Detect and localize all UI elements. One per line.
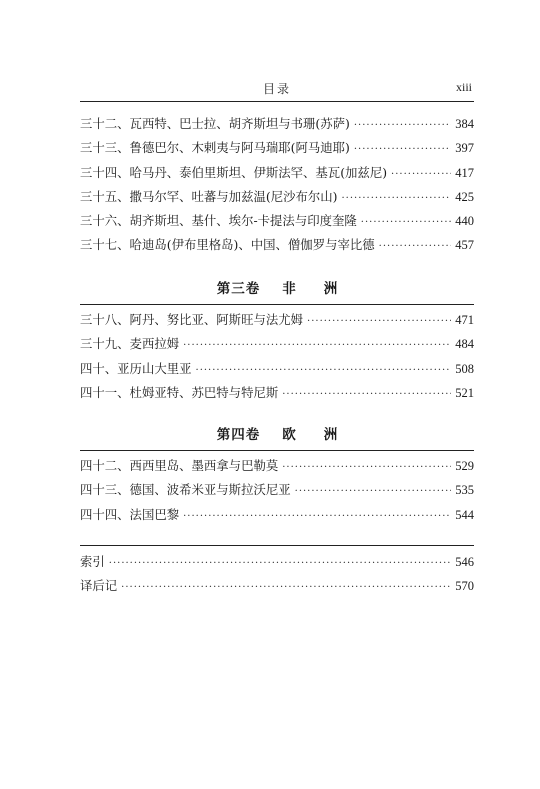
toc-entry-page: 457 — [455, 238, 474, 253]
toc-entry-afterword[interactable] — [80, 576, 474, 600]
toc-entry-page: 425 — [455, 189, 474, 204]
toc-entry-39[interactable] — [80, 334, 474, 358]
dot-leader — [379, 241, 452, 252]
toc-entry-32[interactable] — [80, 114, 474, 138]
section-heading-volume3 — [80, 277, 474, 297]
toc-entry-page: 544 — [455, 507, 474, 522]
toc-entry-title: 三十三、鲁德巴尔、木剌夷与阿马瑞耶(阿马迪耶) — [80, 140, 350, 156]
dot-leader — [307, 316, 451, 327]
dot-leader — [391, 169, 451, 180]
toc-group-volume2 — [80, 114, 474, 260]
toc-entry-38[interactable] — [80, 310, 474, 334]
toc-entry-title: 三十五、撒马尔罕、吐蕃与加兹温(尼沙布尔山) — [80, 188, 338, 204]
running-head-title: 目录 — [262, 82, 291, 96]
toc-entry-40[interactable] — [80, 359, 474, 383]
toc-entry-title: 三十九、麦西拉姆 — [80, 336, 180, 352]
section-volume: 第三卷 — [216, 281, 261, 297]
dot-leader — [341, 193, 451, 204]
toc-group-volume4 — [80, 456, 474, 529]
toc-entry-page: 417 — [455, 165, 474, 180]
dot-leader — [183, 511, 451, 522]
toc-entry-page: 440 — [455, 214, 474, 229]
running-head — [80, 78, 474, 100]
toc-entry-35[interactable] — [80, 187, 474, 211]
toc-entry-page: 471 — [455, 313, 474, 327]
dot-leader — [295, 486, 452, 497]
toc-entry-title: 三十七、哈迪岛(伊布里格岛)、中国、僧伽罗与宰比德 — [80, 237, 375, 253]
toc-entry-title: 索引 — [80, 554, 105, 569]
toc-group-volume3 — [80, 310, 474, 407]
section-name: 非洲 — [282, 281, 366, 297]
dot-leader — [109, 558, 451, 569]
toc-group-backmatter — [80, 552, 474, 601]
header-rule — [80, 101, 474, 102]
section-rule — [80, 545, 474, 546]
toc-entry-title: 四十三、德国、波希米亚与斯拉沃尼亚 — [80, 482, 291, 498]
toc-entry-page: 484 — [455, 337, 474, 352]
toc-entry-page: 384 — [455, 117, 474, 131]
section-volume: 第四卷 — [216, 427, 261, 443]
toc-entry-44[interactable] — [80, 505, 474, 529]
dot-leader — [196, 365, 452, 376]
page-folio: xiii — [455, 80, 472, 94]
toc-entry-43[interactable] — [80, 480, 474, 504]
toc-entry-34[interactable] — [80, 163, 474, 187]
toc-entry-title: 三十六、胡齐斯坦、基什、埃尔-卡提法与印度奎隆 — [80, 213, 357, 229]
toc-entry-42[interactable] — [80, 456, 474, 480]
toc-entry-page: 546 — [455, 555, 474, 569]
toc-entry-title: 三十四、哈马丹、泰伯里斯坦、伊斯法罕、基瓦(加兹尼) — [80, 164, 388, 180]
section-heading-volume4 — [80, 423, 474, 443]
toc-entry-page: 529 — [455, 459, 474, 473]
dot-leader — [354, 120, 451, 131]
toc-entry-page: 521 — [455, 385, 474, 400]
toc-entry-page: 535 — [455, 483, 474, 498]
section-name: 欧洲 — [282, 427, 366, 443]
toc-entry-title: 四十四、法国巴黎 — [80, 506, 180, 522]
toc-entry-title: 四十二、西西里岛、墨西拿与巴勒莫 — [80, 458, 279, 473]
section-rule — [80, 304, 474, 305]
toc-entry-page: 397 — [455, 141, 474, 156]
toc-entry-33[interactable] — [80, 138, 474, 162]
toc-entry-page: 570 — [455, 579, 474, 594]
toc-entry-title: 三十二、瓦西特、巴士拉、胡齐斯坦与书珊(苏萨) — [80, 116, 350, 131]
dot-leader — [361, 217, 451, 228]
dot-leader — [183, 340, 451, 351]
toc-entry-37[interactable] — [80, 235, 474, 259]
dot-leader — [354, 144, 451, 155]
toc-entry-title: 译后记 — [80, 578, 118, 594]
toc-entry-41[interactable] — [80, 383, 474, 407]
dot-leader — [282, 462, 451, 473]
dot-leader — [121, 582, 451, 593]
toc-entry-title: 四十一、杜姆亚特、苏巴特与特尼斯 — [80, 384, 279, 400]
toc-entry-title: 四十、亚历山大里亚 — [80, 360, 192, 376]
toc-entry-page: 508 — [455, 361, 474, 376]
toc-entry-title: 三十八、阿丹、努比亚、阿斯旺与法尤姆 — [80, 312, 304, 327]
dot-leader — [282, 389, 451, 400]
toc-entry-36[interactable] — [80, 211, 474, 235]
toc-entry-index[interactable] — [80, 552, 474, 576]
section-rule — [80, 450, 474, 451]
